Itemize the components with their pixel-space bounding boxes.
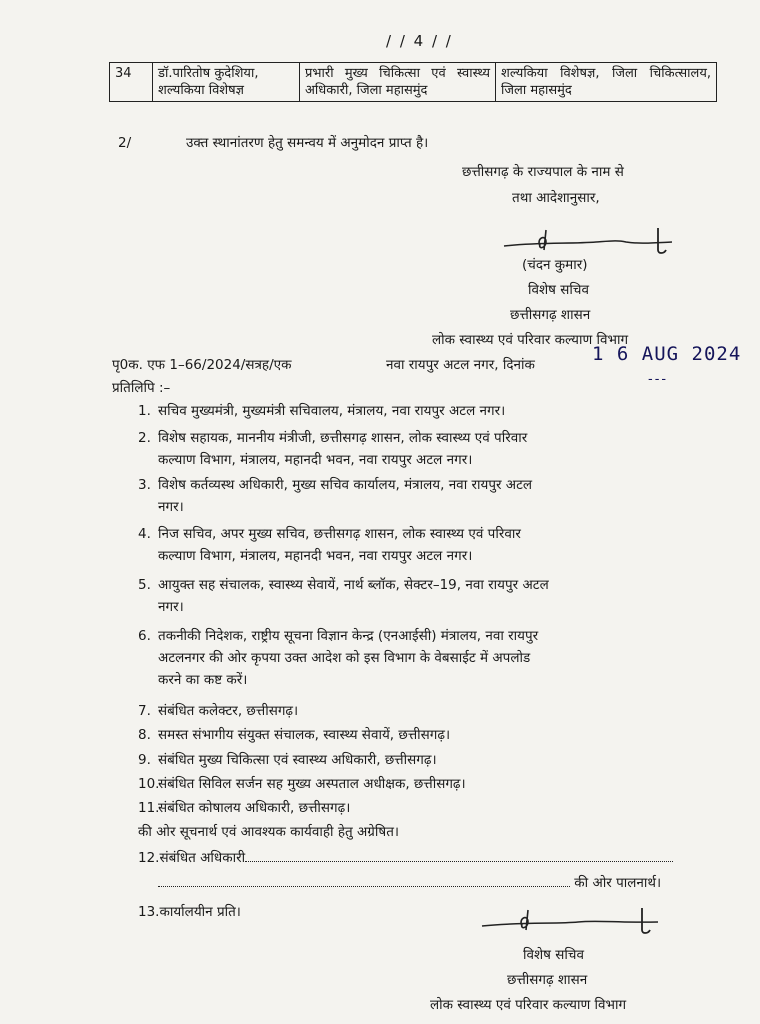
list-item: 1. सचिव मुख्यमंत्री, मुख्यमंत्री सचिवालय, मंत्रालय, नवा रायपुर अटल नगर। <box>138 403 506 419</box>
endorsement-ref: पृ0क. एफ 1–66/2024/सत्रह/एक <box>112 357 292 373</box>
endorsement-place-date: नवा रायपुर अटल नगर, दिनांक <box>386 357 535 373</box>
list-item: 5. आयुक्त सह संचालक, स्वास्थ्य सेवायें, नार्थ ब्लॉक, सेक्टर–19, नवा रायपुर अटल नगर। <box>138 577 549 615</box>
list-item: 10.संबंधित सिविल सर्जन सह मुख्य अस्पताल अधीक्षक, छत्तीसगढ़। <box>138 776 466 792</box>
list-item: 11.संबंधित कोषालय अधिकारी, छत्तीसगढ़। <box>138 800 351 816</box>
note-number: 2/ <box>118 135 132 151</box>
item-12-continuation: की ओर पालनार्थ। <box>158 873 661 891</box>
governor-line-1: छत्तीसगढ़ के राज्यपाल के नाम से <box>462 164 624 180</box>
list-item: 3. विशेष कर्तव्यस्थ अधिकारी, मुख्य सचिव कार्यालय, मंत्रालय, नवा रायपुर अटल नगर। <box>138 477 533 515</box>
new-post-cell: शल्यकिया विशेषज्ञ, जिला चिकित्सालय, जिला महासमुंद <box>496 63 717 102</box>
list-item: 8. समस्त संभागीय संयुक्त संचालक, स्वास्थ्य सेवायें, छत्तीसगढ़। <box>138 727 451 743</box>
bottom-designation: विशेष सचिव <box>523 947 584 963</box>
serial-number-cell: 34 <box>110 63 153 102</box>
list-item: 7. संबंधित कलेक्टर, छत्तीसगढ़। <box>138 703 299 719</box>
stamp-marks: --- <box>648 372 669 387</box>
list-item: 4. निज सचिव, अपर मुख्य सचिव, छत्तीसगढ़ शासन, लोक स्वास्थ्य एवं परिवार कल्याण विभाग, मंत्रालय, महानदी भवन, नवा रायपुर अटल नगर। <box>138 526 521 564</box>
officer-name-cell: डॉ.पारितोष कुदेशिया, शल्यकिया विशेषज्ञ <box>153 63 300 102</box>
governor-line-2: तथा आदेशानुसार, <box>512 190 600 206</box>
table-row <box>110 63 717 102</box>
approval-note <box>118 133 428 151</box>
signature-bottom <box>478 904 668 938</box>
transfer-table <box>109 62 717 102</box>
list-item: 2. विशेष सहायक, माननीय मंत्रीजी, छत्तीसगढ़ शासन, लोक स्वास्थ्य एवं परिवार कल्याण विभाग, मंत्रालय, महानदी भवन, नवा रायपुर अटल नगर। <box>138 430 528 468</box>
page-number: / / 4 / / <box>386 32 453 50</box>
signatory-designation: विशेष सचिव <box>528 282 589 298</box>
blank-line <box>158 874 570 887</box>
list-item: 9. संबंधित मुख्य चिकित्सा एवं स्वास्थ्य अधिकारी, छत्तीसगढ़। <box>138 752 437 768</box>
forward-line: की ओर सूचनार्थ एवं आवश्यक कार्यवाही हेतु अग्रेषित। <box>138 824 400 840</box>
item-13: 13.कार्यालयीन प्रति। <box>138 904 241 920</box>
current-post-cell: प्रभारी मुख्य चिकित्सा एवं स्वास्थ्य अधिकारी, जिला महासमुंद <box>300 63 496 102</box>
signatory-dept: लोक स्वास्थ्य एवं परिवार कल्याण विभाग <box>432 332 629 348</box>
list-item: 6. तकनीकी निदेशक, राष्ट्रीय सूचना विज्ञान केन्द्र (एनआईसी) मंत्रालय, नवा रायपुर अटलनगर की ओर कृपया उक्त आदेश को इस विभाग के वेबसाईट में अपलोड करने का कष्ट करें। <box>138 628 539 688</box>
item-12: 12.संबंधित अधिकारी <box>138 848 673 866</box>
copy-label: प्रतिलिपि :– <box>112 380 171 396</box>
signatory-name: (चंदन कुमार) <box>522 257 588 273</box>
signatory-govt: छत्तीसगढ़ शासन <box>510 307 591 323</box>
signature-top <box>500 222 680 258</box>
blank-line <box>245 849 673 862</box>
note-text: उक्त स्थानांतरण हेतु समन्वय में अनुमोदन प्राप्त है। <box>186 135 429 151</box>
bottom-govt: छत्तीसगढ़ शासन <box>507 972 588 988</box>
date-stamp: 1 6 AUG 2024 <box>592 343 742 365</box>
bottom-dept: लोक स्वास्थ्य एवं परिवार कल्याण विभाग <box>430 997 627 1013</box>
